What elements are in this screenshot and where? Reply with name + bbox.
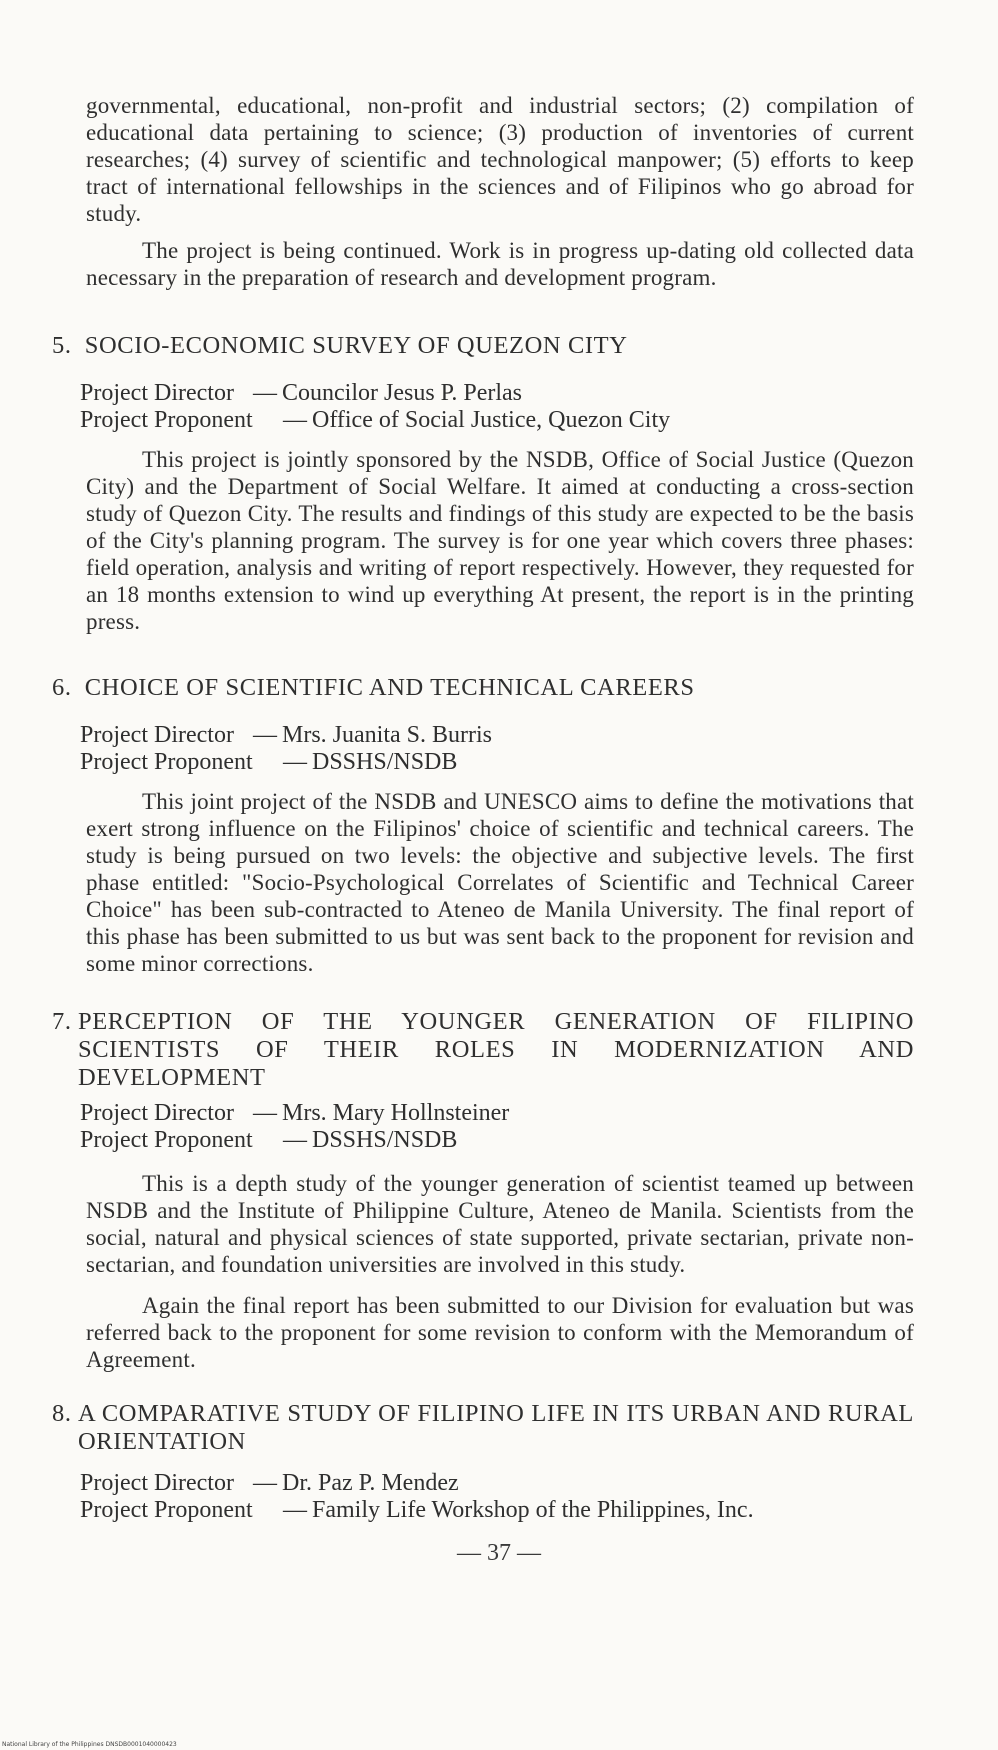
section-7-number: 7. <box>52 1008 72 1035</box>
section-5-director: Councilor Jesus P. Perlas <box>282 380 522 406</box>
section-5-meta <box>80 380 670 434</box>
section-5-director-dash: — <box>253 380 277 406</box>
section-5-director-label: Project Director <box>80 380 234 406</box>
intro-paragraph-1: governmental, educational, non-profit and industrial sectors; (2) compilation of educational data pertaining to science; (3) production of inventories of current researches; (4) survey of scientific and technological manpower; (5) efforts to keep tract of international fellowships in the sciences and of Filipinos who go abroad for study. <box>86 93 914 226</box>
section-5-paragraph-1: This project is jointly sponsored by the NSDB, Office of Social Justice (Quezon City) and the Department of Social Welfare. It aimed at conducting a cross-section study of Quezon City. The results and findings of this study are expected to be the basis of the City's planning program. The survey is for one year which covers three phases: field operation, analysis and writing of report respectively. However, they requested for an 18 months extension to wind up everything At present, the report is in the printing press. <box>86 447 914 634</box>
section-7-proponent-dash: — <box>283 1127 307 1153</box>
section-8-proponent: Family Life Workshop of the Philippines, Inc. <box>312 1497 754 1523</box>
section-5-title: SOCIO-ECONOMIC SURVEY OF QUEZON CITY <box>84 332 628 359</box>
section-5-proponent-dash: — <box>283 407 307 433</box>
section-6-director-label: Project Director <box>80 722 234 748</box>
section-8-proponent-label: Project Proponent <box>80 1497 253 1523</box>
section-5-heading <box>52 332 914 360</box>
section-7-director: Mrs. Mary Hollnsteiner <box>282 1100 510 1126</box>
section-6-number: 6. <box>52 674 72 701</box>
section-7-title: PERCEPTION OF THE YOUNGER GENERATION OF FILIPINO SCIENTISTS OF THEIR ROLES IN MODERNIZATION AND DEVELOPMENT <box>78 1008 914 1091</box>
intro-paragraph-2: The project is being continued. Work is in progress up-dating old collected data necessary in the preparation of research and development program. <box>86 238 914 290</box>
section-6-director-dash: — <box>253 722 277 748</box>
section-8-proponent-dash: — <box>283 1497 307 1523</box>
section-5-proponent: Office of Social Justice, Quezon City <box>312 407 671 433</box>
section-8-meta <box>80 1470 754 1524</box>
section-5-body <box>86 446 914 635</box>
section-7-proponent: DSSHS/NSDB <box>312 1127 458 1153</box>
intro-block <box>86 92 914 291</box>
section-8-number: 8. <box>52 1400 72 1427</box>
section-7-body <box>86 1170 914 1373</box>
section-7-heading <box>52 1008 914 1092</box>
section-8-director: Dr. Paz P. Mendez <box>282 1470 459 1496</box>
section-6-paragraph-1: This joint project of the NSDB and UNESCO aims to define the motivations that exert strong influence on the Filipinos' choice of scientific and technical careers. The study is being pursued on two levels: the objective and subjective levels. The first phase entitled: "Socio-Psychological Correlates of Scientific and Technical Career Choice" has been sub-contracted to Ateneo de Manila University. The final report of this phase has been submitted to us but was sent back to the proponent for revision and some minor corrections. <box>86 789 914 976</box>
section-8-heading <box>52 1400 914 1456</box>
section-6-title: CHOICE OF SCIENTIFIC AND TECHNICAL CAREERS <box>84 674 695 701</box>
section-6-proponent: DSSHS/NSDB <box>312 749 458 775</box>
footer-watermark: National Library of the Philippines DNSDB0001040000423 <box>2 1741 177 1748</box>
section-8-title: A COMPARATIVE STUDY OF FILIPINO LIFE IN ITS URBAN AND RURAL ORIENTATION <box>78 1400 914 1455</box>
section-8-director-label: Project Director <box>80 1470 234 1496</box>
section-5-number: 5. <box>52 332 72 359</box>
section-7-paragraph-1: This is a depth study of the younger generation of scientist teamed up between NSDB and the Institute of Philippine Culture, Ateneo de Manila. Scientists from the social, natural and physical sciences of state supported, private sectarian, private non-sectarian, and foundation universities are involved in this study. <box>86 1171 914 1277</box>
section-6-proponent-dash: — <box>283 749 307 775</box>
section-7-proponent-label: Project Proponent <box>80 1127 253 1153</box>
section-6-director: Mrs. Juanita S. Burris <box>282 722 492 748</box>
section-7-director-label: Project Director <box>80 1100 234 1126</box>
section-7-director-dash: — <box>253 1100 277 1126</box>
section-7-paragraph-2: Again the final report has been submitted to our Division for evaluation but was referred back to the proponent for some revision to conform with the Memorandum of Agreement. <box>86 1293 914 1372</box>
section-6-meta <box>80 722 492 776</box>
page-number: — 37 — <box>457 1540 541 1566</box>
section-7-meta <box>80 1100 509 1154</box>
section-6-heading <box>52 674 914 702</box>
section-8-director-dash: — <box>253 1470 277 1496</box>
section-6-body <box>86 788 914 977</box>
section-5-proponent-label: Project Proponent <box>80 407 253 433</box>
section-6-proponent-label: Project Proponent <box>80 749 253 775</box>
